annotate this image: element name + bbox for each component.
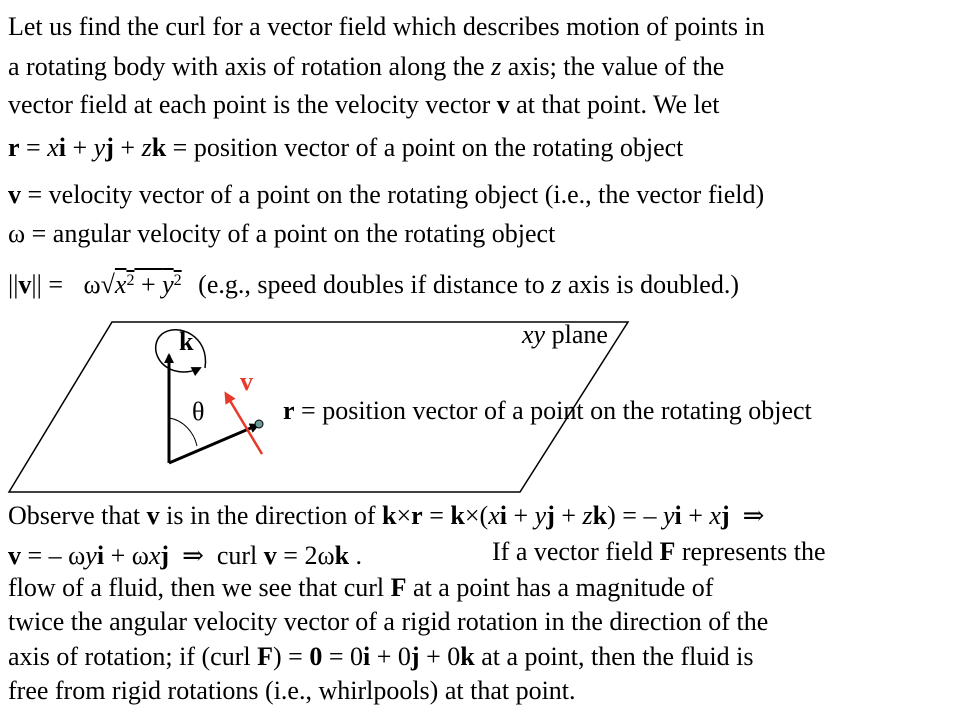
theta-label: θ: [192, 397, 205, 426]
r-vector-arrow: [169, 425, 258, 463]
def-r-lhs: r = xi + yj + zk =: [8, 133, 188, 162]
intro-line-3: vector field at each point is the velocity vector v at that point. We let: [8, 90, 720, 119]
observe-line-4: twice the angular velocity vector of a rigid rotation in the direction of the: [8, 607, 769, 636]
def-v: v = velocity vector of a point on the rotating object (i.e., the vector field): [8, 180, 765, 209]
def-v-rhs: velocity vector of a point on the rotating object (i.e., the vector field): [48, 180, 765, 209]
def-omega-rhs: angular velocity of a point on the rotating object: [52, 219, 556, 248]
speed-omega: ω√: [83, 270, 115, 299]
observe-line-5: axis of rotation; if (curl F) = 0 = 0i + 0j + 0k at a point, then the fluid is: [8, 642, 754, 671]
rotating-point: [255, 420, 263, 428]
observe-line-6: free from rigid rotations (i.e., whirlpools) at that point.: [8, 676, 576, 705]
r-label: r = position vector of a point on the rotating object: [283, 396, 812, 425]
speed-lhs: ||v|| =: [8, 270, 63, 299]
observe-line-3: flow of a fluid, then we see that curl F at a point has a magnitude of: [8, 573, 714, 602]
v-label: v: [240, 367, 253, 396]
xy-plane-label: xy plane: [522, 320, 608, 349]
observe-line-1: Observe that v is in the direction of k×r = k×(xi + yj + zk) = – yi + xj ⇒: [8, 501, 765, 530]
def-r-rhs: position vector of a point on the rotating object: [193, 133, 684, 162]
def-omega-lhs: ω =: [8, 219, 47, 248]
def-speed: $||v|| = \omega√x^2 + y^2$ (e.g., speed doubles if distance to z axis is doubled.): [8, 270, 740, 299]
intro-line-2: a rotating body with axis of rotation along the z axis; the value of the: [8, 52, 725, 81]
k-label: k: [179, 327, 194, 356]
intro-line-1: Let us find the curl for a vector field which describes motion of points in: [8, 12, 765, 41]
speed-note: (e.g., speed doubles if distance to z axis is doubled.): [198, 270, 740, 299]
observe-line-2b: If a vector field F represents the: [492, 537, 826, 566]
observe-line-2a: v = – ωyi + ωxj ⇒ curl v = 2ωk .: [8, 541, 363, 570]
